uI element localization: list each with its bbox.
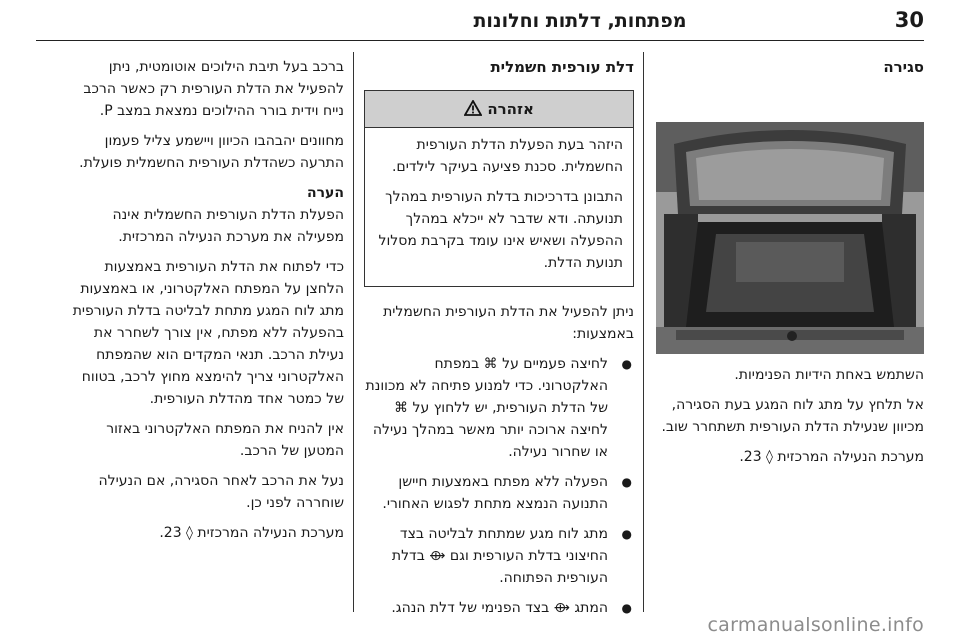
left-column [64,56,344,552]
cross-reference: מערכת הנעילה המרכזית ◊ 23. [159,525,344,541]
note-paragraph: אין להניח את המפתח האלקטרוני באזור המטען של הרכב. [106,421,344,459]
warning-triangle-icon [464,100,482,116]
watermark[interactable]: carmanualsonline.info [707,614,924,636]
page-title: מפתחות, דלתות וחלונות [473,10,687,32]
paragraph: מחוונים יהבהבו הכיוון ויישמע צליל פעמון התרעה כשהדלת העורפית החשמלית פועלת. [79,133,344,171]
right-column [656,56,924,476]
tailgate-photo [656,122,924,354]
list-item: ● הפעלה ללא מפתח באמצעות חיישן התנועה הנמצא מתחת לפגוש האחורי. [364,471,634,515]
paragraph: אל תלחץ על מתג לוח המגע בעת הסגירה, מכיוון שנעילת הדלת העורפית תשתחרר שוב. [661,397,924,435]
note-paragraph: כדי לפתוח את הדלת העורפית באמצעות הלחצן על המפתח האלקטרוני, או באמצעות מתג לוח המגע מתחת לבליטה בדלת העורפית בהפעלה ללא מפתח, אין צורך לשחרר את נעילת הרכב. תנאי המקדים הוא שהמפתח האלקטרוני צריך להימצא מחוץ לרכב, בטווח של כמטר אחד מהדלת העורפית. [72,259,344,407]
note-paragraph: נעל את הרכב לאחר הסגירה, אם הנעילה שוחררה לפני כן. [98,473,344,511]
column-divider [353,52,354,612]
operation-methods-list [364,353,634,619]
warning-paragraph: היזהר בעת הפעלת הדלת העורפית החשמלית. סכנת פציעה בעיקר לילדים. [391,137,623,175]
paragraph: ברכב בעל תיבת הילוכים אוטומטית, ניתן להפעיל את הדלת העורפית רק כאשר הרכב נייח וידית בורר ההילוכים נמצאת במצב P. [83,59,344,119]
cross-reference: מערכת הנעילה המרכזית ◊ 23. [739,449,924,465]
warning-paragraph: התבונן בדרכיכות בדלת העורפית במהלך תנועתה. ודא שדבר לא ייכלא במהלך ההפעלה ושאיש אינו עומד בקרבת מסלול תנועת הדלת. [378,189,623,271]
warning-body [365,128,633,286]
warning-header [365,91,633,128]
middle-column [364,56,634,627]
list-item: ● מתג לוח מגע שמתחת לבליטה בצד החיצוני בדלת העורפית וגם ⟴ בדלת העורפית הפתוחה. [364,523,634,589]
page-number: 30 [894,8,924,32]
intro-text: ניתן להפעיל את הדלת העורפית החשמלית באמצעות: [383,304,634,342]
list-item: ● לחיצה פעמיים על ⌘ במפתח האלקטרוני. כדי למנוע פתיחה לא מכוונת של הדלת העורפית, יש ללחוץ על ⌘ לחיצה ארוכה יותר מאשר במהלך נעילה או שחרור נעילה. [364,353,634,463]
note-paragraph: הפעלת הדלת העורפית החשמלית אינה מפעילה את מערכת הנעילה המרכזית. [112,207,344,245]
note-heading: הערה [307,185,344,201]
header-rule [36,40,924,41]
list-item: ● המתג ⟴ בצד הפנימי של דלת הנהג. [364,597,634,619]
warning-title: אזהרה [487,100,534,118]
section-heading-closing: סגירה [883,58,924,76]
column-divider [643,52,644,612]
section-heading-power-tailgate: דלת עורפית חשמלית [490,58,634,76]
paragraph: השתמש באחת הידיות הפנימיות. [734,367,924,383]
warning-box [364,90,634,287]
